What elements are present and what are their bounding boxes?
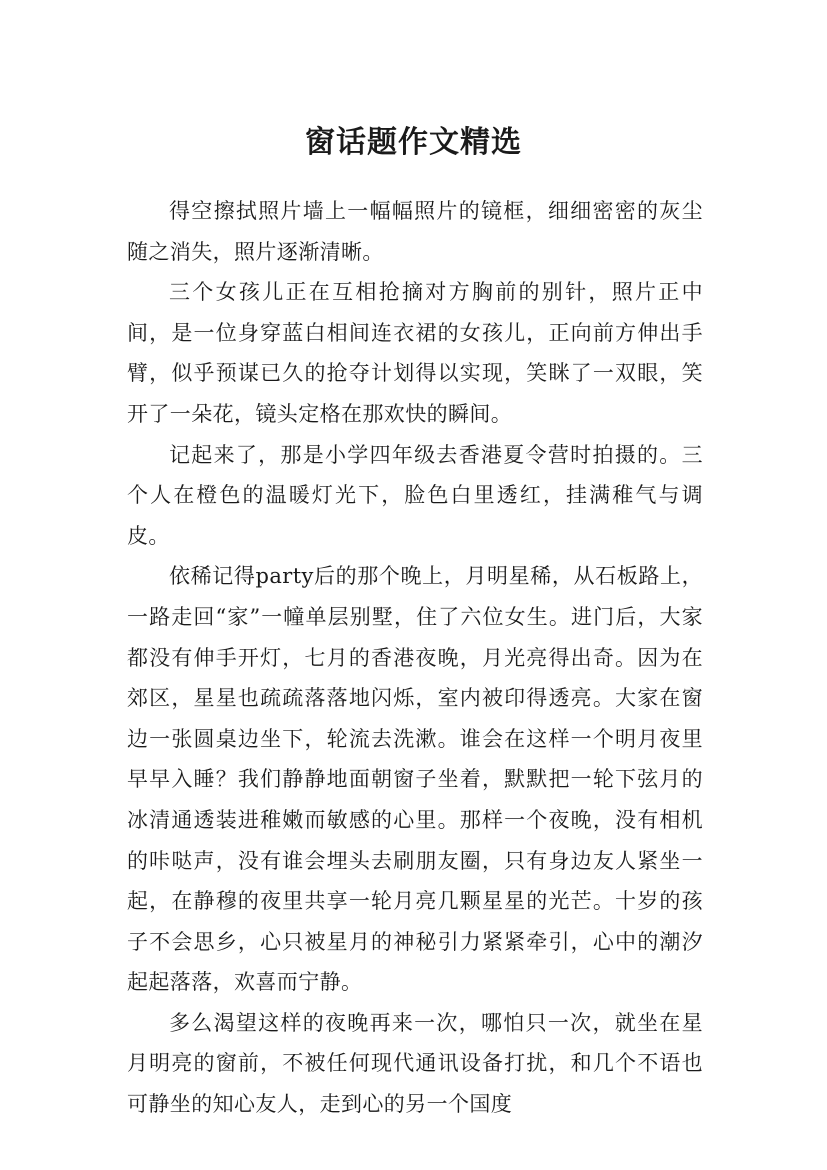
paragraph: 记起来了，那是小学四年级去香港夏令营时拍摄的。三个人在橙色的温暖灯光下，脸色白里透红，挂满稚气与调皮。: [127, 442, 703, 548]
document-title: 窗话题作文精选: [305, 125, 522, 161]
paragraph: 多么渴望这样的夜晚再来一次，哪怕只一次，就坐在星月明亮的窗前，不被任何现代通讯设备打扰，和几个不语也可静坐的知心友人，走到心的另一个国度: [127, 1010, 703, 1117]
paragraph: 依稀记得party后的那个晚上，月明星稀，从石板路上，一路走回“家”一幢单层别墅，住了六位女生。进门后，大家都没有伸手开灯，七月的香港夜晚，月光亮得出奇。因为在郊区，星星也疏疏落落地闪烁，室内被印得透亮。大家在窗边一张圆桌边坐下，轮流去洗漱。谁会在这样一个明月夜里早早入睡？我们静静地面朝窗子坐着，默默把一轮下弦月的冰清通透装进稚嫩而敏感的心里。那样一个夜晚，没有相机的咔哒声，没有谁会埋头去刷朋友圈，只有身边友人紧坐一起，在静穆的夜里共享一轮月亮几颗星星的光芒。十岁的孩子不会思乡，心只被星月的神秘引力紧紧牵引，心中的潮汐起起落落，欢喜而宁静。: [127, 564, 703, 995]
paragraph: 三个女孩儿正在互相抢摘对方胸前的别针，照片正中间，是一位身穿蓝白相间连衣裙的女孩儿，正向前方伸出手臂，似乎预谋已久的抢夺计划得以实现，笑眯了一双眼，笑开了一朵花，镜头定格在那欢快的瞬间。: [127, 280, 703, 426]
paragraph: 得空擦拭照片墙上一幅幅照片的镜框，细细密密的灰尘随之消失，照片逐渐清晰。: [127, 199, 703, 264]
document-body: [127, 191, 703, 1125]
